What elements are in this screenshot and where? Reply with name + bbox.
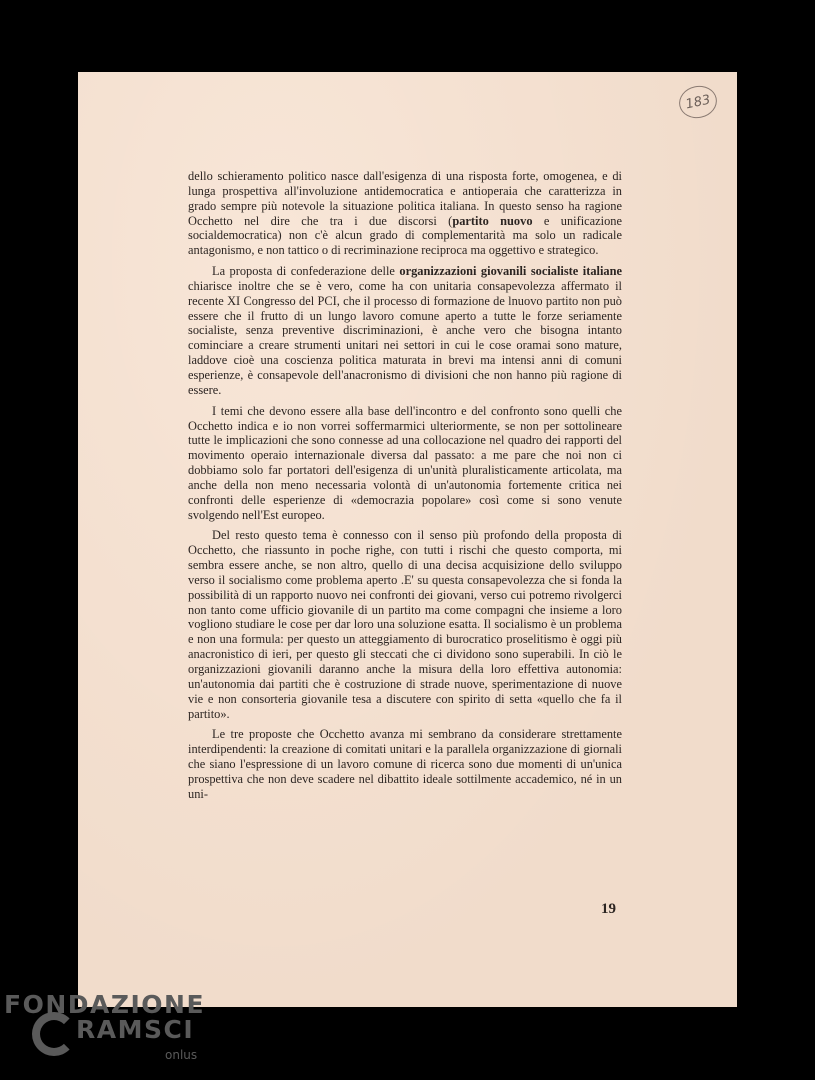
logo-g-icon [32, 1012, 76, 1056]
paragraph: dello schieramento politico nasce dall'esigenza di una risposta forte, omogenea, e di lunga prospettiva all'involuzione antidemocratica e antioperaia che caratterizza in grado sempre più notevole la situazione politica italiana. In questo senso ha ragione Occhetto nel dire che tra i due discorsi (partito nuovo e unificazione socialdemocratica) non c'è alcun grado di complementarità ma solo un radicale antagonismo, e non tattico o di recriminazione reciproca ma oggettivo e strategico. [188, 169, 622, 258]
page-number: 19 [601, 901, 616, 917]
fondazione-gramsci-logo [4, 990, 204, 1080]
logo-line-1: FONDAZIONE [4, 990, 206, 1019]
logo-line-2: RAMSCI [76, 1015, 195, 1044]
paragraph: I temi che devono essere alla base dell'incontro e del confronto sono quelli che Occhetto indica e io non vorrei soffermarmici ulteriormente, se non per sottolineare tutte le implicazioni che sono connesse ad una collocazione nel quadro dei rapporti del movimento operaio internazionale diversa dal passato: a me pare che noi non ci dobbiamo solo far portatori dell'esigenza di un'unità pluralisticamente articolata, ma anche della non meno necessaria volontà di un'autonomia fortemente critica nei confronti delle esperienze di «democrazia popolare» così come si sono venute svolgendo nell'Est europeo. [188, 403, 622, 522]
paragraph: La proposta di confederazione delle organizzazioni giovanili socialiste italiane chiarisce inoltre che se è vero, come ha con unitaria consapevolezza affermato il recente XI Congresso del PCI, che il processo di formazione de lnuovo partito non può essere che il frutto di un lungo lavoro comune aperto a tutte le forze seriamente socialiste, senza preventive discriminazioni, è anche vero che bisogna intanto cominciare a creare strumenti unitari nei settori in cui le cose oramai sono mature, laddove cioè una coscienza politica maturata in brevi ma intensi anni di comuni esperienze, è consapevole dell'anacronismo di divisioni che non hanno più ragione di essere. [188, 264, 622, 397]
paragraph: Del resto questo tema è connesso con il senso più profondo della proposta di Occhetto, che riassunto in poche righe, con tutti i rischi che questo comporta, mi sembra essere anche, se non altro, quello di una decisa acquisizione dello sviluppo verso il socialismo come problema aperto .E' su questa consapevolezza che si fonda la possibilità di un rapporto nuovo nei confronti dei giovani, verso cui potremo rivolgerci non tanto come ufficio giovanile di un partito ma come compagni che insieme a loro vogliono studiare le cose per dar loro una soluzione esatta. Il socialismo è un problema e non una formula: per questo un atteggiamento di burocratico proselitismo è oggi più anacronistico di ieri, per questo gli steccati che ci dividono sono superabili. In ciò le organizzazioni giovanili daranno anche la misura della loro effettiva autonomia: un'autonomia dai partiti che è costruzione di strade nuove, sperimentazione di nuove vie e non consorteria giovanile tesa a discutere con spirito di setta «quello che fa il partito». [188, 528, 622, 721]
archive-stamp: 183 [676, 82, 720, 121]
body-text [188, 169, 622, 808]
logo-line-3: onlus [165, 1048, 198, 1062]
document-page [78, 72, 737, 1007]
paragraph: Le tre proposte che Occhetto avanza mi sembrano da considerare strettamente interdipendenti: la creazione di comitati unitari e la parallela organizzazione di giornali che siano l'espressione di un lavoro comune di ricerca sono due momenti di un'unica prospettiva che non deve scadere nel dibattito ideale sottilmente accademico, né in un uni- [188, 727, 622, 801]
